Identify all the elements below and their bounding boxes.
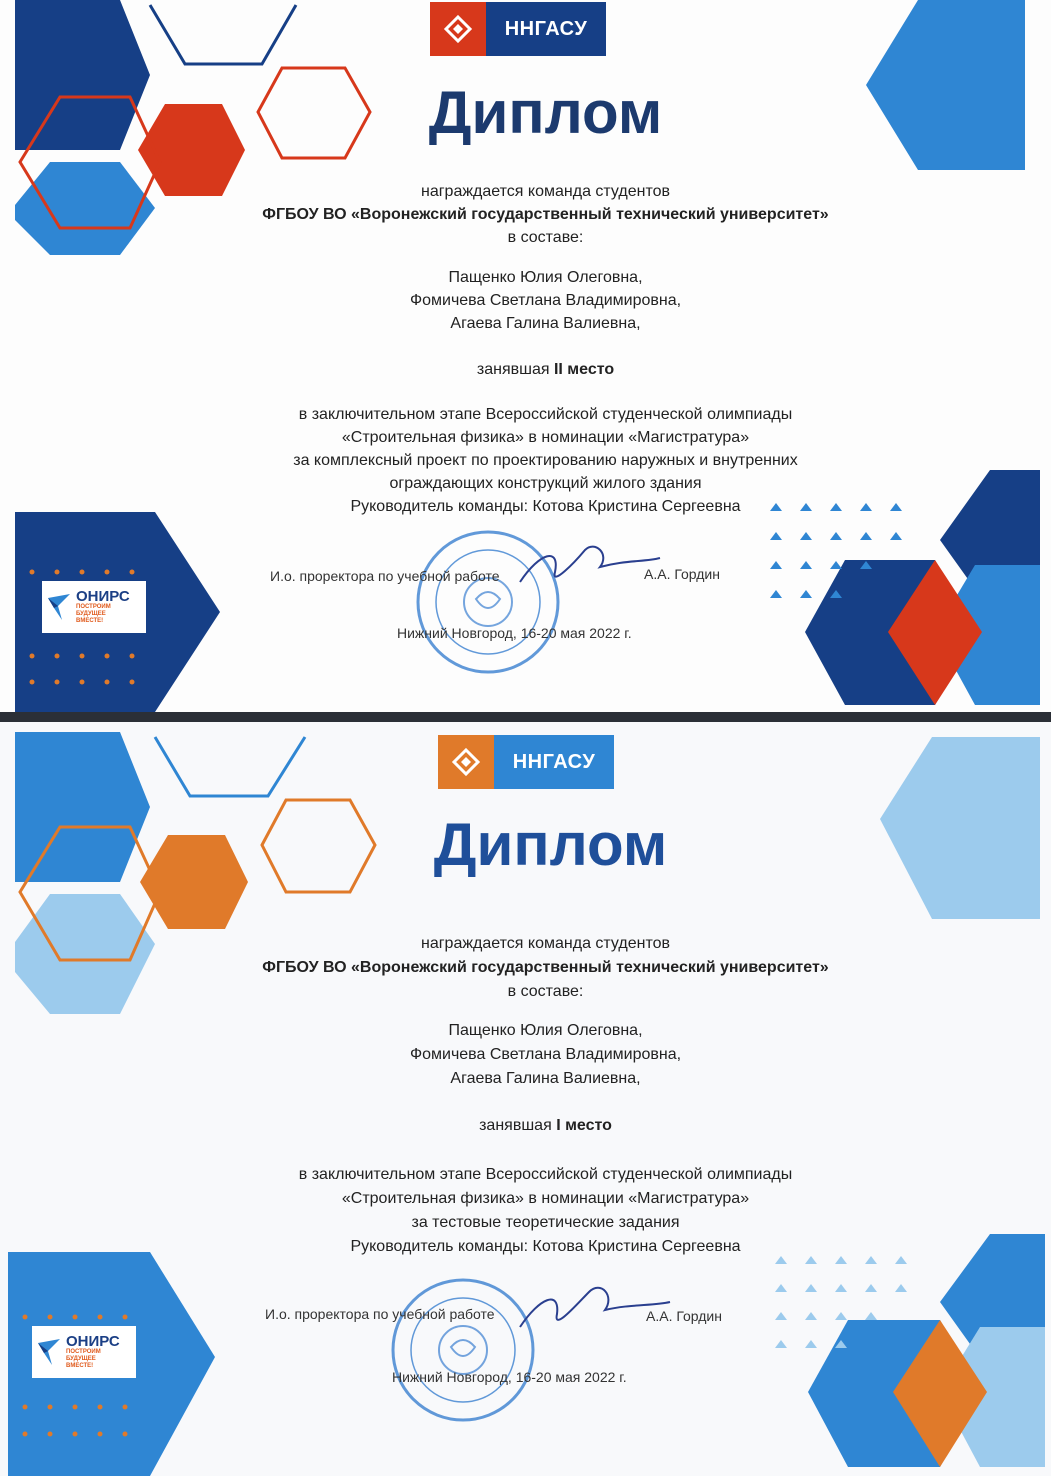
diploma-first-place [0,722,1051,1476]
signature [515,542,665,592]
team-leader: Руководитель команды: Котова Кристина Сергеевна [350,1238,741,1255]
nngasu-emblem-icon [438,735,494,789]
place-line [0,358,1051,381]
onirs-name: ОНИРС [76,588,130,605]
description-line-2: «Строительная физика» в номинации «Магистратура» [341,429,750,446]
nngasu-logo [438,735,614,789]
awarded-line: награждается команда студентов [420,935,670,952]
onirs-logo [42,581,146,633]
onirs-logo [32,1326,136,1378]
university-name: ФГБОУ ВО «Воронежский государственный технический университет» [262,206,829,223]
diploma-title: Диплом [433,811,668,878]
signatory-role: И.о. проректора по учебной работе [270,568,500,584]
member-3: Агаева Галина Валиевна, [450,315,641,332]
member-3: Агаева Галина Валиевна, [450,1070,641,1087]
composition-label: в составе: [507,229,584,246]
place-line [0,1114,1051,1137]
onirs-slogan-2: БУДУЩЕЕ [76,611,106,617]
member-2: Фомичева Светлана Владимировна, [409,292,682,309]
description-line-4: ограждающих конструкций жилого здания [389,475,702,492]
onirs-slogan-2: БУДУЩЕЕ [66,1356,96,1362]
onirs-slogan-1: ПОСТРОИМ [76,604,111,610]
composition-label: в составе: [507,983,584,1000]
signatory-role: И.о. проректора по учебной работе [265,1306,495,1322]
onirs-slogan-1: ПОСТРОИМ [66,1349,101,1355]
description-line-1: в заключительном этапе Всероссийской студенческой олимпиады [298,406,793,423]
awarded-line: награждается команда студентов [420,183,670,200]
bird-icon [36,1337,62,1367]
onirs-slogan-3: ВМЕСТЕ! [76,618,104,624]
bird-icon [46,592,72,622]
nngasu-logo-text: ННГАСУ [486,2,606,56]
diploma-second-place [0,0,1051,712]
description-line-2: «Строительная физика» в номинации «Магистратура» [341,1190,750,1207]
team-leader: Руководитель команды: Котова Кристина Сергеевна [350,498,741,515]
nngasu-logo [430,2,606,56]
place-date: Нижний Новгород, 16-20 мая 2022 г. [392,1369,627,1385]
description-line-3: за тестовые теоретические задания [411,1214,680,1231]
diploma-title: Диплом [428,79,663,146]
member-1: Пащенко Юлия Олеговна, [448,1022,643,1039]
nngasu-logo-text: ННГАСУ [494,735,614,789]
place-prefix: занявшая [479,1117,552,1134]
onirs-name: ОНИРС [66,1333,120,1350]
nngasu-emblem-icon [430,2,486,56]
signatory-name: А.А. Гордин [644,566,720,582]
place-date: Нижний Новгород, 16-20 мая 2022 г. [397,625,632,641]
university-name: ФГБОУ ВО «Воронежский государственный технический университет» [262,959,829,976]
description-line-1: в заключительном этапе Всероссийской студенческой олимпиады [298,1166,793,1183]
description-line-3: за комплексный проект по проектированию наружных и внутренних [293,452,798,469]
member-1: Пащенко Юлия Олеговна, [448,269,643,286]
place-prefix: занявшая [476,361,550,378]
signatory-name: А.А. Гордин [646,1308,722,1324]
place-value: I место [556,1117,612,1134]
onirs-slogan-3: ВМЕСТЕ! [66,1363,94,1369]
member-2: Фомичева Светлана Владимировна, [409,1046,682,1063]
place-value: II место [553,361,615,378]
